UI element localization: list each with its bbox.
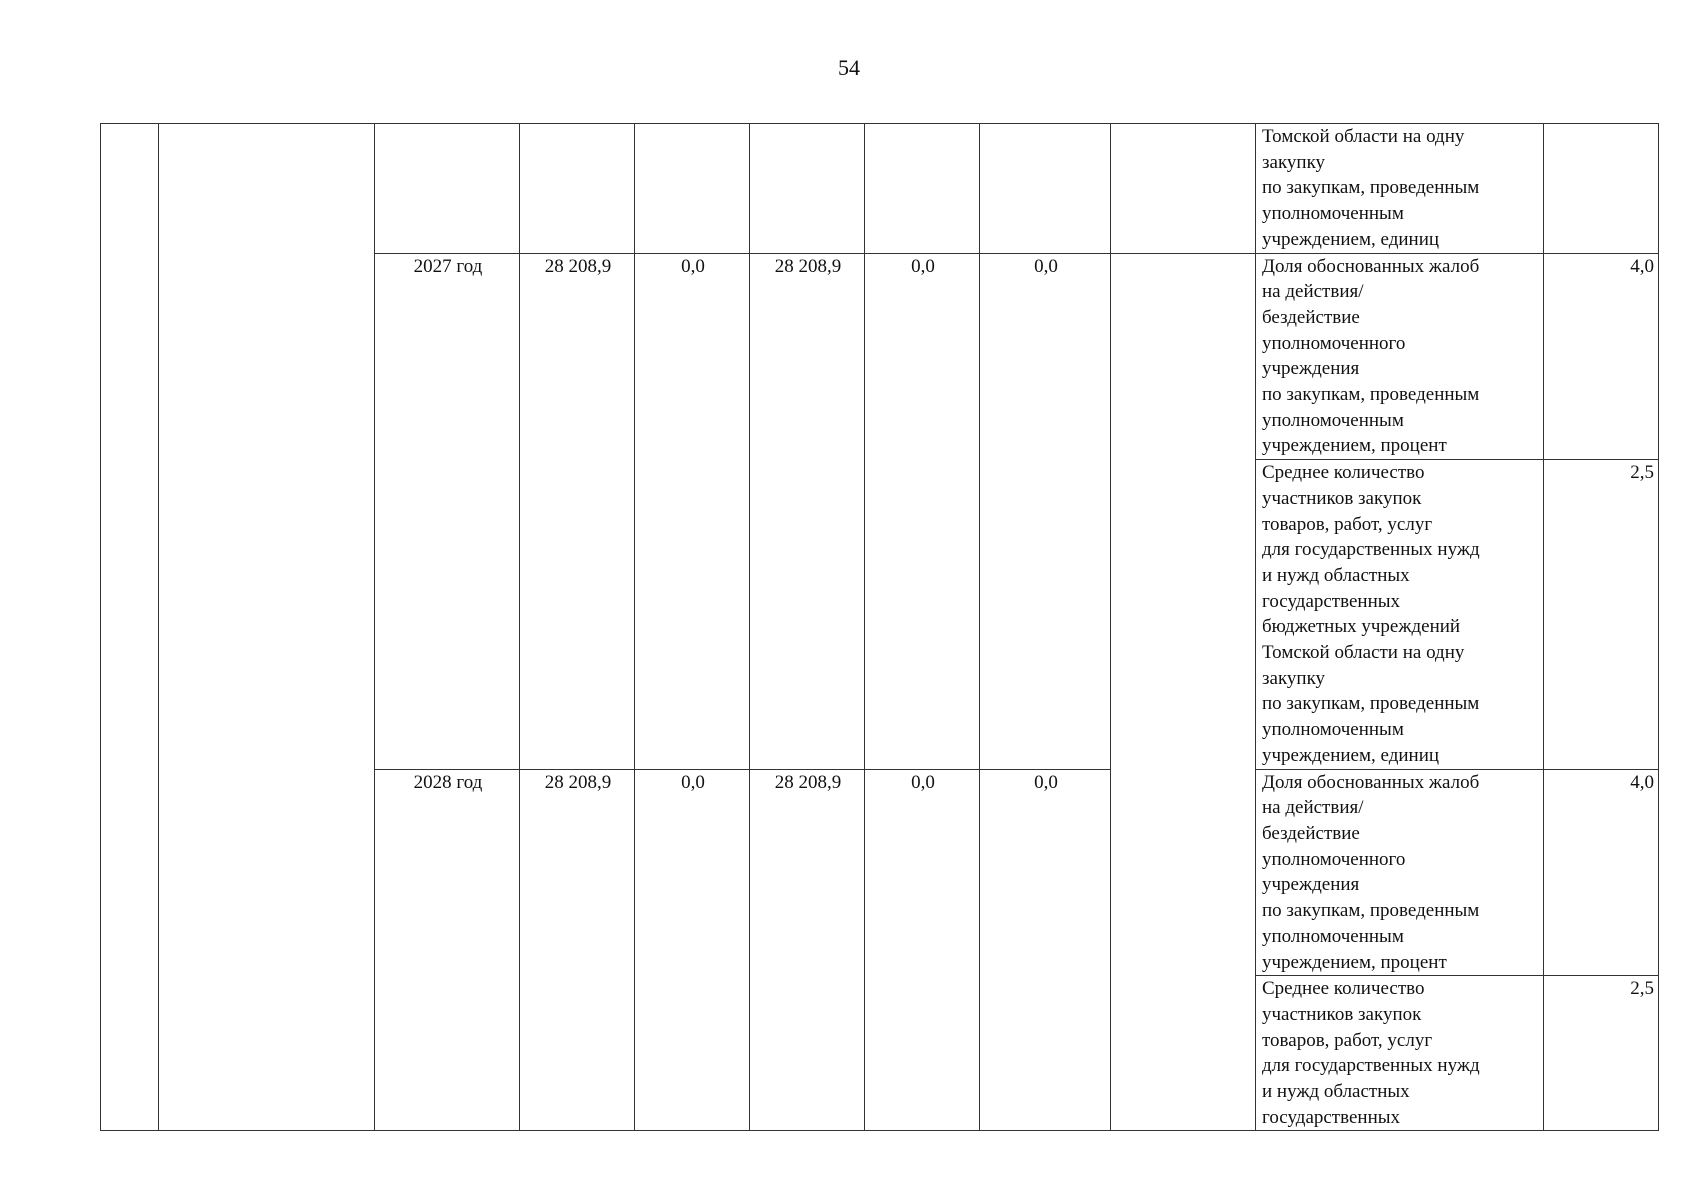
indicator-value-cell: 4,0 <box>1544 769 1659 976</box>
local-budget-cell <box>865 124 980 254</box>
other-sources-cell <box>980 124 1111 254</box>
indicator-name-cell: Среднее количество участников закупок товаров, работ, услуг для государственных нужд и нужд областных государственных <box>1256 976 1544 1131</box>
table-row <box>101 124 1659 254</box>
local-budget-cell: 0,0 <box>865 769 980 1131</box>
participant-cell <box>1111 124 1256 254</box>
regional-budget-cell: 28 208,9 <box>750 253 865 769</box>
participant-cell <box>1111 253 1256 1131</box>
indicator-name-cell: Среднее количество участников закупок товаров, работ, услуг для государственных нужд и нужд областных государственных бюджетных учреждений Томской области на одну закупку по закупкам, проведенным уполномоченным учреждением, единиц <box>1256 460 1544 769</box>
year-cell: 2028 год <box>375 769 520 1131</box>
total-cell: 28 208,9 <box>520 769 635 1131</box>
other-sources-cell: 0,0 <box>980 253 1111 769</box>
budget-indicators-table <box>100 123 1659 1131</box>
indicator-value-cell: 4,0 <box>1544 253 1659 460</box>
federal-budget-cell: 0,0 <box>635 769 750 1131</box>
number-cell <box>101 124 159 1131</box>
indicator-name-cell: Доля обоснованных жалоб на действия/ бездействие уполномоченного учреждения по закупкам, проведенным уполномоченным учреждением, процент <box>1256 769 1544 976</box>
indicator-value-cell: 2,5 <box>1544 976 1659 1131</box>
federal-budget-cell: 0,0 <box>635 253 750 769</box>
year-cell: 2027 год <box>375 253 520 769</box>
local-budget-cell: 0,0 <box>865 253 980 769</box>
year-cell <box>375 124 520 254</box>
federal-budget-cell <box>635 124 750 254</box>
total-cell <box>520 124 635 254</box>
regional-budget-cell: 28 208,9 <box>750 769 865 1131</box>
indicator-value-cell: 2,5 <box>1544 460 1659 769</box>
page-number: 54 <box>838 55 860 80</box>
other-sources-cell: 0,0 <box>980 769 1111 1131</box>
total-cell: 28 208,9 <box>520 253 635 769</box>
indicator-name-cell: Доля обоснованных жалоб на действия/ бездействие уполномоченного учреждения по закупкам, проведенным уполномоченным учреждением, процент <box>1256 253 1544 460</box>
indicator-name-cell: Томской области на одну закупку по закупкам, проведенным уполномоченным учреждением, единиц <box>1256 124 1544 254</box>
regional-budget-cell <box>750 124 865 254</box>
name-cell <box>159 124 375 1131</box>
indicator-value-cell <box>1544 124 1659 254</box>
